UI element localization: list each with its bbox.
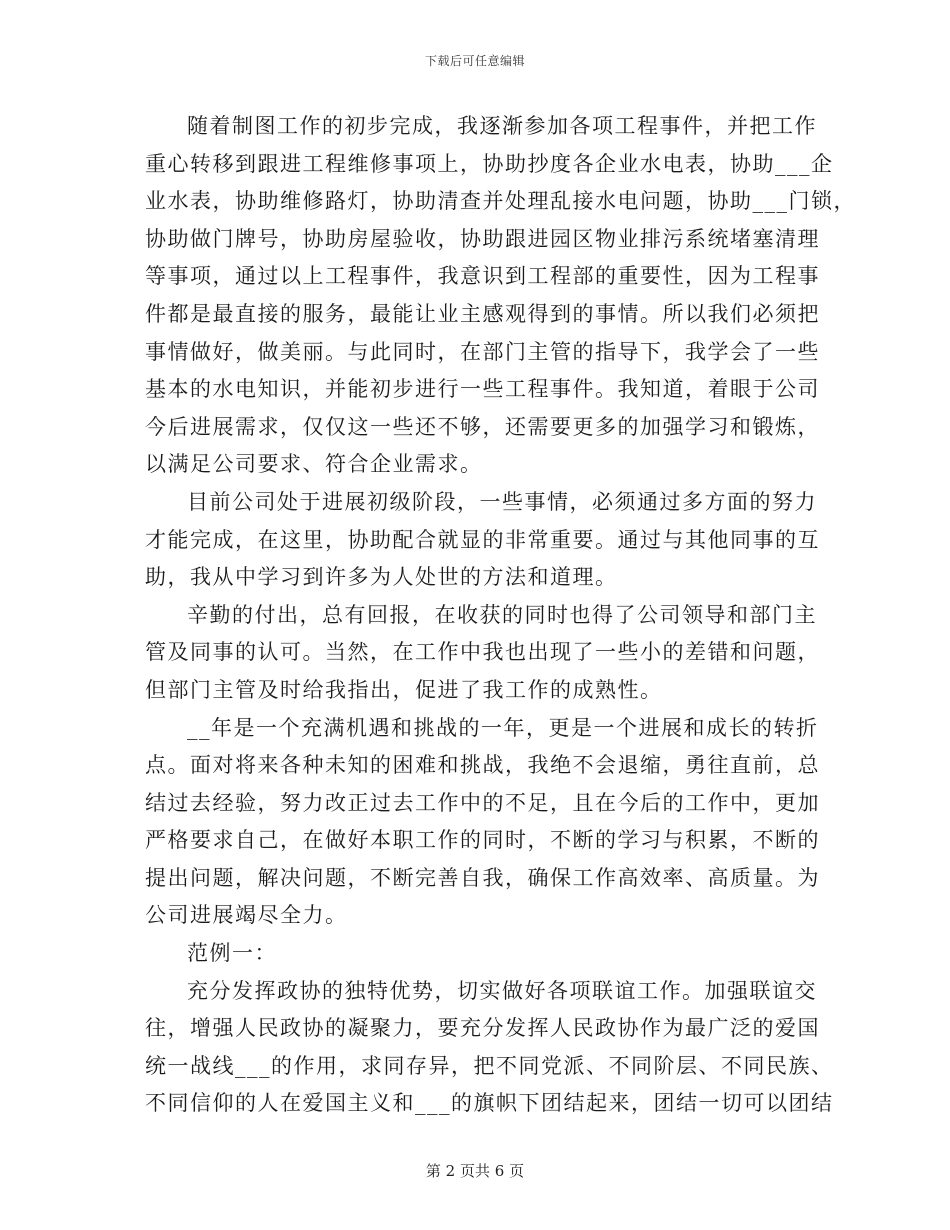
text-line: 件都是最直接的服务，最能让业主感观得到的事情。所以我们必须把 <box>145 301 820 326</box>
text-line: 等事项，通过以上工程事件，我意识到工程部的重要性，因为工程事 <box>145 264 820 289</box>
text-line: 辛勤的付出，总有回报，在收获的同时也得了公司领导和部门主 <box>187 602 817 627</box>
text-line: 今后进展需求，仅仅这一些还不够，还需要更多的加强学习和锻炼， <box>145 414 820 439</box>
text-line: 严格要求自己，在做好本职工作的同时，不断的学习与积累，不断的 <box>145 828 820 853</box>
text-line: 公司进展竭尽全力。 <box>145 903 348 928</box>
text-line: 不同信仰的人在爱国主义和___的旗帜下团结起来，团结一切可以团结 <box>145 1091 834 1116</box>
text-line: 以满足公司要求、符合企业需求。 <box>145 452 483 477</box>
text-line: 重心转移到跟进工程维修事项上，协助抄度各企业水电表，协助___企 <box>145 151 834 176</box>
text-line: 随着制图工作的初步完成，我逐渐参加各项工程事件，并把工作 <box>187 114 817 138</box>
text-line: 往，增强人民政协的凝聚力，要充分发挥人民政协作为最广泛的爱国 <box>145 1016 820 1041</box>
text-line: 点。面对将来各种未知的困难和挑战，我绝不会退缩，勇往直前，总 <box>145 753 820 778</box>
text-line: 业水表，协助维修路灯，协助清查并处理乱接水电问题，协助___门锁， <box>145 189 856 214</box>
text-line: 提出问题，解决问题，不断完善自我，确保工作高效率、高质量。为 <box>145 865 820 890</box>
page-number: 第 2 页共 6 页 <box>425 1162 525 1180</box>
text-line: 统一战线___的作用，求同存异，把不同党派、不同阶层、不同民族、 <box>145 1053 834 1078</box>
text-line: 充分发挥政协的独特优势，切实做好各项联谊工作。加强联谊交 <box>187 978 817 1003</box>
page-header: 下载后可任意编辑 <box>424 54 525 68</box>
text-line: 基本的水电知识，并能初步进行一些工程事件。我知道，着眼于公司 <box>145 377 820 402</box>
text-line: 管及同事的认可。当然，在工作中我也出现了一些小的差错和问题， <box>145 640 820 665</box>
document-body <box>145 108 856 1123</box>
text-line: 事情做好，做美丽。与此同时，在部门主管的指导下，我学会了一些 <box>145 339 820 364</box>
text-line: 但部门主管及时给我指出，促进了我工作的成熟性。 <box>145 677 663 702</box>
text-line: 结过去经验，努力改正过去工作中的不足，且在今后的工作中，更加 <box>145 790 820 815</box>
text-line: 助，我从中学习到许多为人处世的方法和道理。 <box>145 565 618 590</box>
text-line: 才能完成，在这里，协助配合就显的非常重要。通过与其他同事的互 <box>145 527 820 552</box>
text-line: __年是一个充满机遇和挑战的一年，更是一个进展和成长的转折 <box>187 715 819 740</box>
section-heading: 范例一： <box>187 941 277 966</box>
text-line: 协助做门牌号，协助房屋验收，协助跟进园区物业排污系统堵塞清理 <box>145 226 820 251</box>
text-line: 目前公司处于进展初级阶段，一些事情，必须通过多方面的努力 <box>187 489 817 514</box>
